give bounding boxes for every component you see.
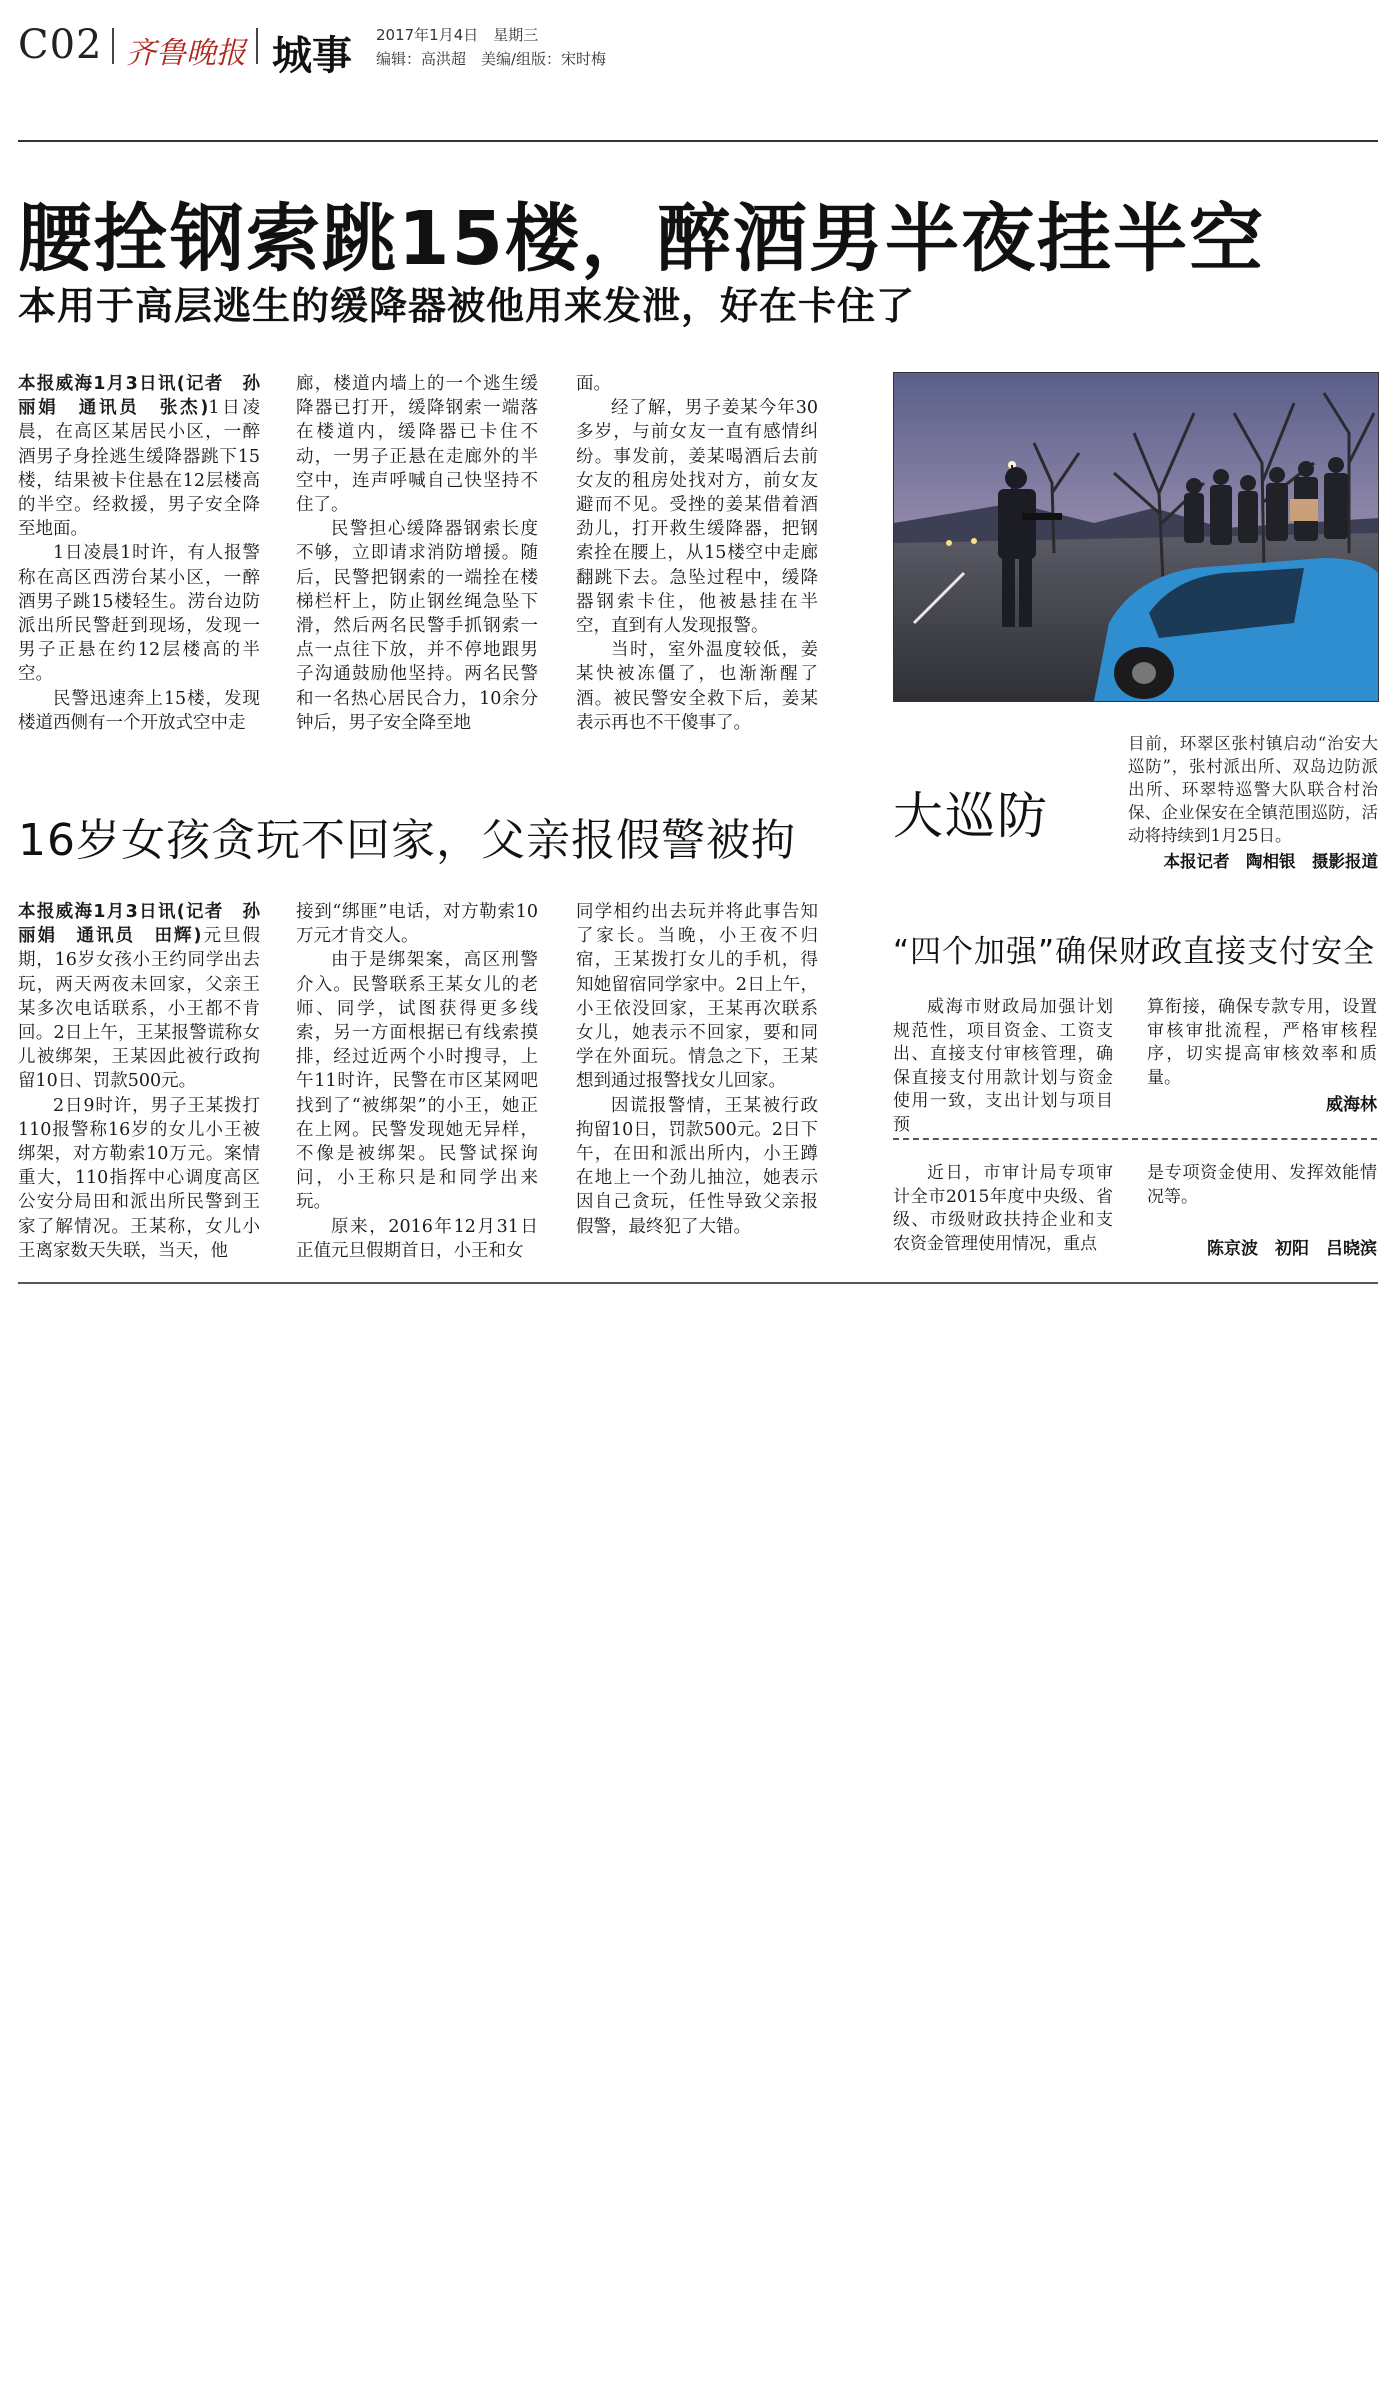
story2-headline: 16岁女孩贪玩不回家，父亲报假警被拘 <box>18 815 796 866</box>
story2-paragraph: 同学相约出去玩并将此事告知了家长。当晚，小王夜不归宿，王某拨打女儿的手机，得知她留宿同学家中。2日上午，小王依没回家，王某再次联系女儿，她表示不回家，要和同学在外面玩。情急之下，王某想到通过报警找女儿回家。 <box>576 902 818 1092</box>
photo-caption: 目前，环翠区张村镇启动“治安大巡防”，张村派出所、双岛边防派出所、环翠特巡警大队联合村治保、企业保安在全镇范围巡防，活动将持续到1月25日。 <box>1128 734 1378 845</box>
story1-dateline: 本报威海1月3日讯(记者 孙丽娟 通讯员 张杰) <box>18 374 260 419</box>
brief1-byline: 威海林 <box>1326 1095 1377 1115</box>
section-title: 城事 <box>272 33 352 79</box>
brief2-byline: 陈京波 初阳 吕晓滨 <box>1207 1239 1377 1259</box>
story1-paragraph: 民警担心缓降器钢索长度不够，立即请求消防增援。随后，民警把钢索的一端拴在楼梯栏杆上，防止钢丝绳急坠下滑，然后两名民警手抓钢索一点一点往下放，并不停地跟男子沟通鼓励他坚持。两名民警和一名热心居民合力，10余分钟后，男子安全降至地 <box>296 519 538 733</box>
story1-paragraph: 民警迅速奔上15楼，发现楼道西侧有一个开放式空中走 <box>18 688 260 733</box>
story2-column-2 <box>296 900 538 1263</box>
brief1-paragraph: 算衔接，确保专款专用，设置审核审批流程，严格审核程序，切实提高审核效率和质量。 <box>1147 997 1377 1088</box>
brief2-column-2 <box>1147 1162 1377 1209</box>
story1-paragraph: 廊，楼道内墙上的一个逃生缓降器已打开，缓降钢索一端落在楼道内，缓降器已卡住不动，一男子正悬在走廊外的半空中，连声呼喊自己快坚持不住了。 <box>296 374 538 516</box>
story2-paragraph: 因谎报警情，王某被行政拘留10日，罚款500元。2日下午，在田和派出所内，小王蹲在地上一个劲儿抽泣，她表示因自己贪玩，任性导致父亲报假警，最终犯了大错。 <box>576 1095 818 1237</box>
story1-headline: 腰拴钢索跳15楼，醉酒男半夜挂半空 <box>18 196 1265 282</box>
newspaper-logo: 齐鲁晚报 <box>126 36 246 71</box>
issue-date: 2017年1月4日 星期三 <box>376 26 539 44</box>
story2-paragraph: 原来，2016年12月31日正值元旦假期首日，小王和女 <box>296 1216 538 1261</box>
brief1-headline: “四个加强”确保财政直接支付安全 <box>893 934 1376 970</box>
top-rule <box>18 140 1378 142</box>
story2-paragraph: 由于是绑架案，高区刑警介入。民警联系王某女儿的老师、同学，试图获得更多线索，另一方面根据已有线索摸排，经过近两个小时搜寻，上午11时许，民警在市区某网吧找到了“被绑架”的小王，她正在上网。民警发现她无异样，不像是被绑架。民警试探询问，小王称只是和同学出来玩。 <box>296 950 538 1213</box>
story2-column-3 <box>576 900 818 1239</box>
photo-credit: 本报记者 陶相银 摄影报道 <box>1163 852 1378 871</box>
brief2-paragraph: 近日，市审计局专项审计全市2015年度中央级、省级、市级财政扶持企业和支农资金管理使用情况，重点 <box>893 1163 1113 1254</box>
editor-credits: 编辑：高洪超 美编/组版：宋时梅 <box>376 50 607 68</box>
story1-paragraph: 1日凌晨，在高区某居民小区，一醉酒男子身拴逃生缓降器跳下15楼，结果被卡住悬在12层楼高的半空。经救援，男子安全降至地面。 <box>18 398 260 540</box>
story1-column-3 <box>576 372 818 735</box>
photo-title: 大巡防 <box>893 787 1049 845</box>
brief1-column-1 <box>893 996 1113 1137</box>
story1-paragraph: 1日凌晨1时许，有人报警称在高区西涝台某小区，一醉酒男子跳15楼轻生。涝台边防派出所民警赶到现场，发现一男子正悬在约12层楼高的半空。 <box>18 543 260 685</box>
brief1-paragraph: 威海市财政局加强计划规范性，项目资金、工资支出、直接支付审核管理，确保直接支付用款计划与资金使用一致，支出计划与项目预 <box>893 997 1113 1135</box>
story2-paragraph: 2日9时许，男子王某拨打110报警称16岁的女儿小王被绑架，对方勒索10万元。案情重大，110指挥中心调度高区公安分局田和派出所民警到王家了解情况。王某称，女儿小王离家数天失联，当天，他 <box>18 1095 260 1261</box>
masthead-divider <box>112 28 114 64</box>
brief-divider <box>893 1138 1377 1140</box>
story1-paragraph: 当时，室外温度较低，姜某快被冻僵了，也渐渐醒了酒。被民警安全救下后，姜某表示再也不干傻事了。 <box>576 640 818 733</box>
story1-column-1 <box>18 372 260 735</box>
story1-column-2 <box>296 372 538 735</box>
brief2-column-1 <box>893 1162 1113 1256</box>
story2-paragraph: 元旦假期，16岁女孩小王约同学出去玩，两天两夜未回家，父亲王某多次电话联系，小王都不肯回。2日上午，王某报警谎称女儿被绑架，王某因此被行政拘留10日、罚款500元。 <box>18 926 260 1092</box>
bottom-rule <box>18 1282 1378 1284</box>
masthead-divider <box>256 28 258 64</box>
page-number: C02 <box>18 22 103 68</box>
story2-paragraph: 接到“绑匪”电话，对方勒索10万元才肯交人。 <box>296 902 538 947</box>
story1-paragraph: 经了解，男子姜某今年30多岁，与前女友一直有感情纠纷。事发前，姜某喝酒后去前女友的租房处找对方，前女友避而不见。受挫的姜某借着酒劲儿，打开救生缓降器，把钢索拴在腰上，从15楼空中走廊翻跳下去。急坠过程中，缓降器钢索卡住，他被悬挂在半空，直到有人发现报警。 <box>576 398 818 637</box>
brief2-paragraph: 是专项资金使用、发挥效能情况等。 <box>1147 1163 1377 1207</box>
brief1-column-2 <box>1147 996 1377 1090</box>
patrol-photo <box>893 372 1379 702</box>
story1-paragraph: 面。 <box>576 374 611 394</box>
story1-subheadline: 本用于高层逃生的缓降器被他用来发泄，好在卡住了 <box>18 284 916 328</box>
story2-column-1 <box>18 900 260 1263</box>
story2-dateline: 本报威海1月3日讯(记者 孙丽娟 通讯员 田辉) <box>18 902 260 947</box>
